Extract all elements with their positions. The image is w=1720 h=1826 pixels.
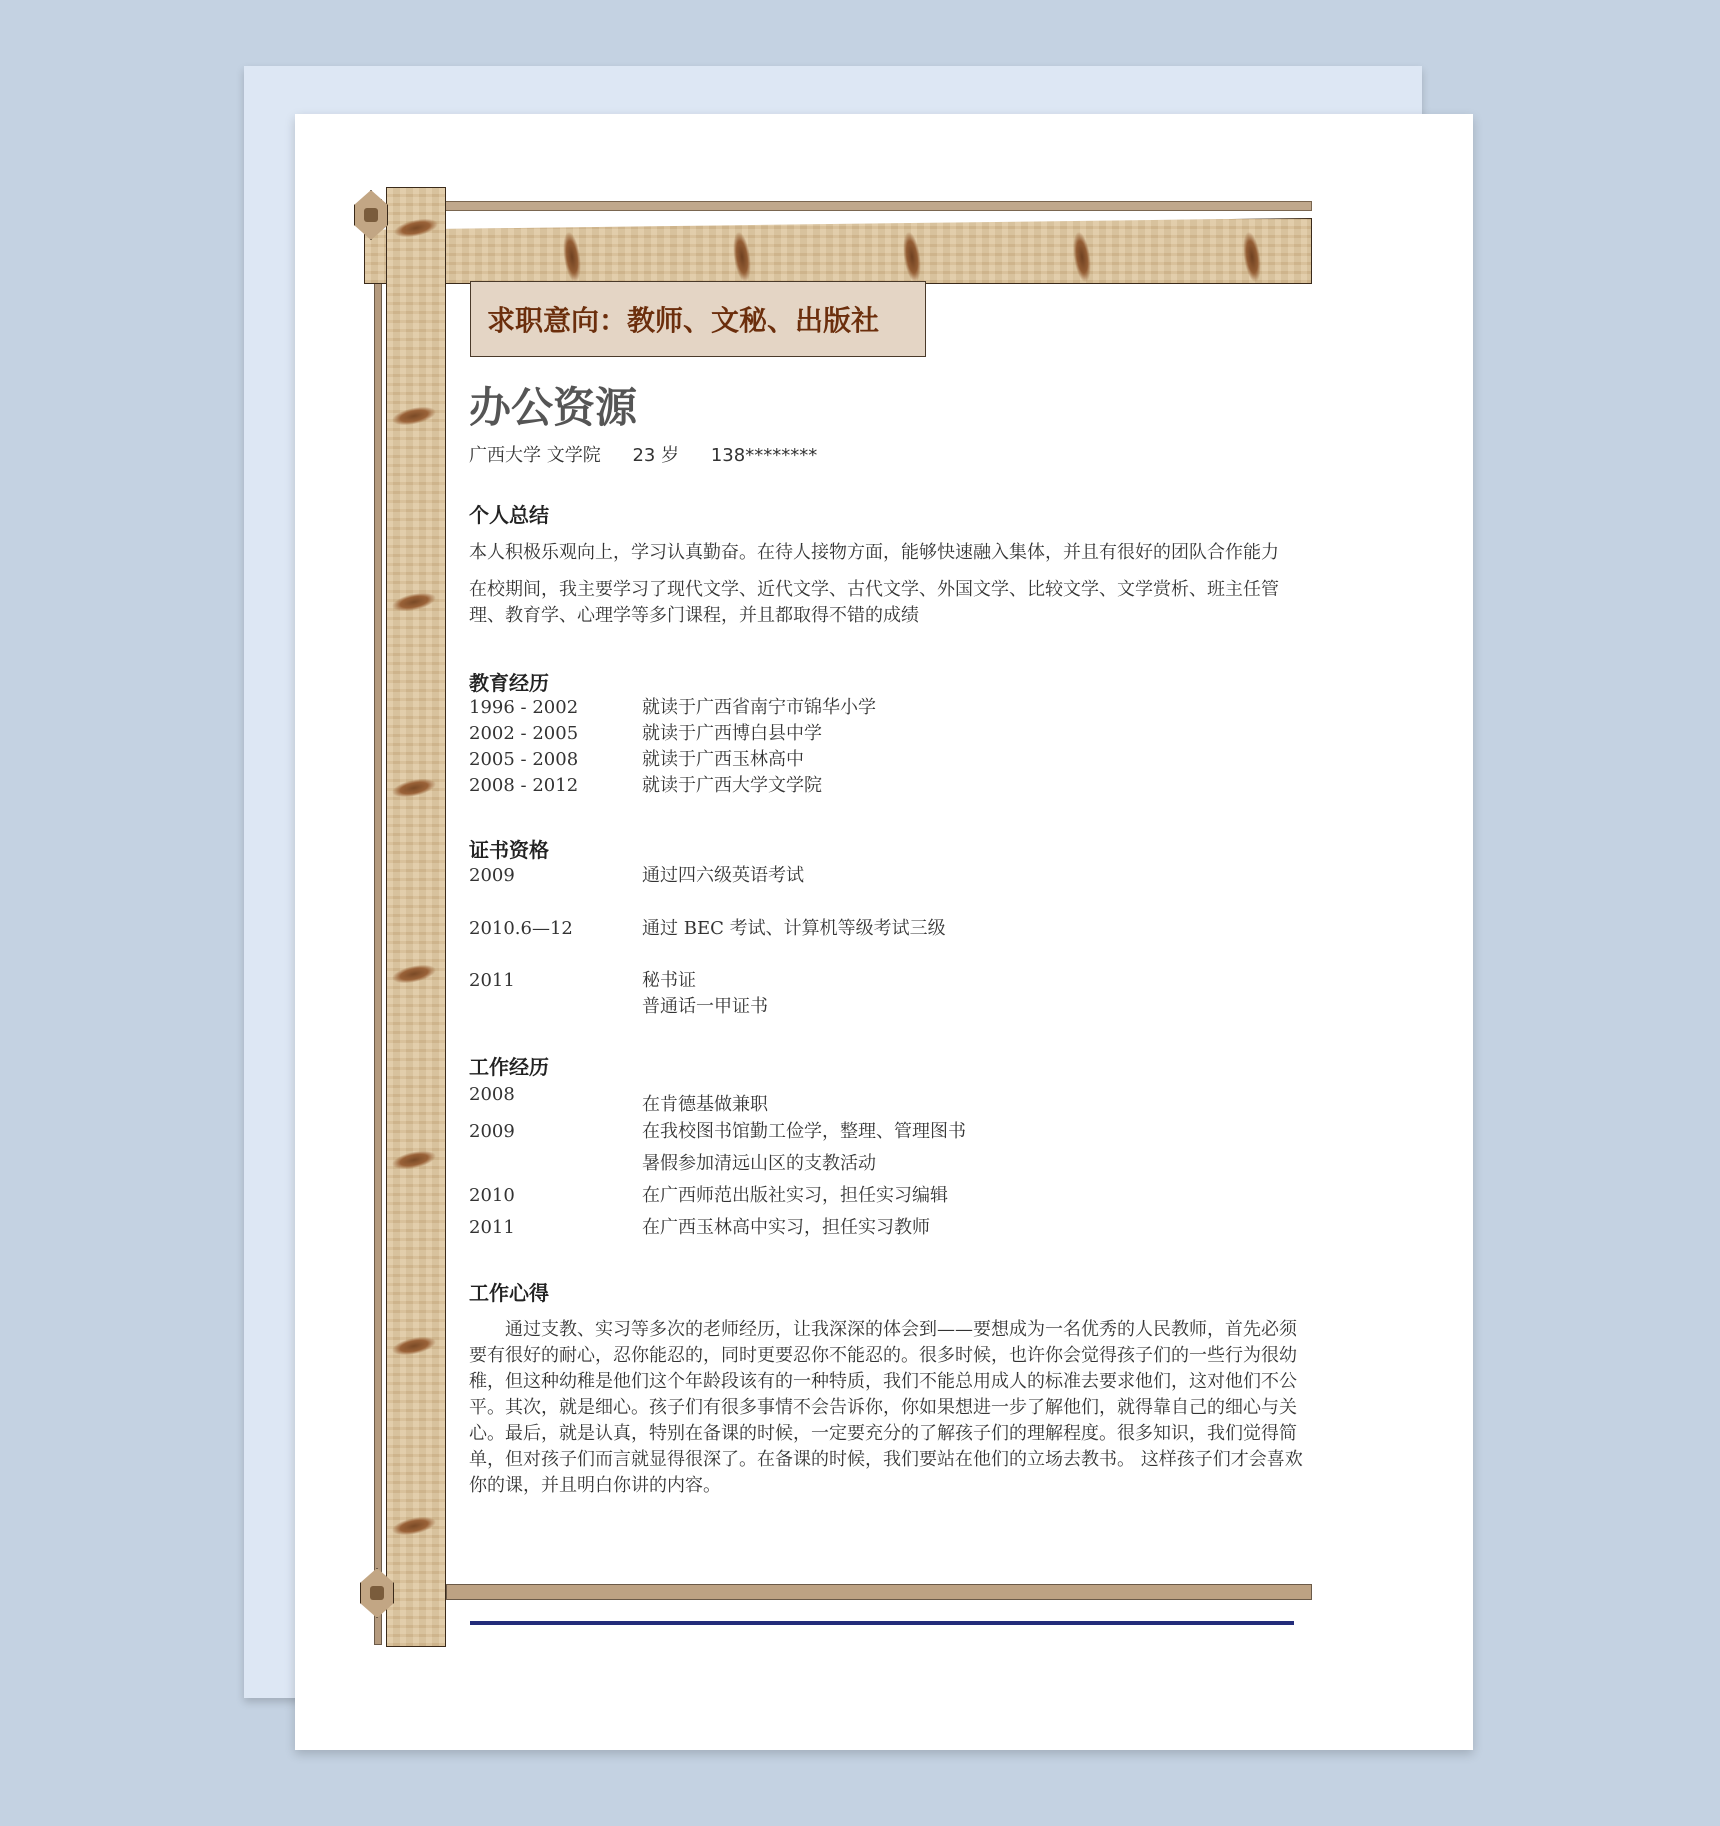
frame-ornament-top-center: [364, 208, 378, 222]
basic-info: [469, 441, 843, 467]
education-text: 就读于广西博白县中学: [642, 723, 822, 744]
bamboo-top-thin-beam: [432, 201, 1312, 211]
bamboo-vertical-pole: [386, 187, 446, 1647]
certificate-date: 2010.6—12: [469, 918, 573, 939]
education-date: 2008 - 2012: [469, 775, 579, 796]
job-objective: 求职意向：教师、文秘、出版社: [487, 304, 880, 337]
section-title-experience: 工作心得: [469, 1281, 549, 1305]
certificate-date: 2011: [469, 970, 515, 991]
work-date: 2009: [469, 1121, 515, 1142]
summary-paragraph: 在校期间，我主要学习了现代文学、近代文学、古代文学、外国文学、比较文学、文学赏析、班主任管理、教育学、心理学等多门课程，并且都取得不错的成绩: [469, 579, 1279, 626]
education-text: 就读于广西省南宁市锦华小学: [642, 697, 876, 718]
experience-paragraph: 通过支教、实习等多次的老师经历，让我深深的体会到——要想成为一名优秀的人民教师，首先必须要有很好的耐心，忍你能忍的，同时更要忍你不能忍的。很多时候，也许你会觉得孩子们的一些行为很幼稚，但这种幼稚是他们这个年龄段该有的一种特质，我们不能总用成人的标准去要求他们，这对他们不公平。其次，就是细心。孩子们有很多事情不会告诉你，你如果想进一步了解他们，就得靠自己的细心与关心。最后，就是认真，特别在备课的时候，一定要充分的了解孩子们的理解程度。很多知识，我们觉得简单，但对孩子们而言就显得很深了。在备课的时候，我们要站在他们的立场去教书。 这样孩子们才会喜欢你的课，并且明白你讲的内容。: [469, 1319, 1303, 1496]
education-text: 就读于广西大学文学院: [642, 775, 822, 796]
applicant-name: 办公资源: [469, 383, 638, 432]
certificate-text: 秘书证: [642, 970, 696, 991]
phone: 138********: [710, 445, 818, 466]
frame-ornament-bottom-center: [370, 1586, 384, 1600]
education-text: 就读于广西玉林高中: [642, 749, 804, 770]
job-objective-box: [470, 281, 926, 357]
work-text: 在我校图书馆勤工俭学，整理、管理图书: [642, 1121, 966, 1142]
education-date: 1996 - 2002: [469, 697, 579, 718]
school: 广西大学 文学院: [469, 445, 601, 466]
bamboo-bottom-beam: [446, 1584, 1312, 1600]
work-text: 暑假参加清远山区的支教活动: [642, 1153, 876, 1174]
certificate-text: 通过四六级英语考试: [642, 865, 804, 886]
certificate-date: 2009: [469, 865, 515, 886]
work-date: 2008: [469, 1084, 515, 1105]
bamboo-thin-pole: [374, 199, 382, 1645]
work-text: 在广西玉林高中实习，担任实习教师: [642, 1217, 930, 1238]
education-date: 2005 - 2008: [469, 749, 579, 770]
certificate-text: 普通话一甲证书: [642, 996, 768, 1017]
section-title-education: 教育经历: [469, 671, 549, 695]
section-title-work: 工作经历: [469, 1055, 549, 1079]
work-date: 2011: [469, 1217, 515, 1238]
section-title-certificates: 证书资格: [469, 838, 549, 862]
certificate-text: 通过 BEC 考试、计算机等级考试三级: [642, 918, 946, 939]
work-text: 在广西师范出版社实习，担任实习编辑: [642, 1185, 948, 1206]
education-date: 2002 - 2005: [469, 723, 579, 744]
work-date: 2010: [469, 1185, 515, 1206]
work-text: 在肯德基做兼职: [642, 1094, 768, 1115]
age: 23 岁: [632, 445, 680, 466]
bottom-rule: [470, 1621, 1294, 1625]
summary-paragraph: 本人积极乐观向上，学习认真勤奋。在待人接物方面，能够快速融入集体，并且有很好的团队合作能力: [469, 542, 1279, 563]
section-title-summary: 个人总结: [469, 503, 549, 527]
